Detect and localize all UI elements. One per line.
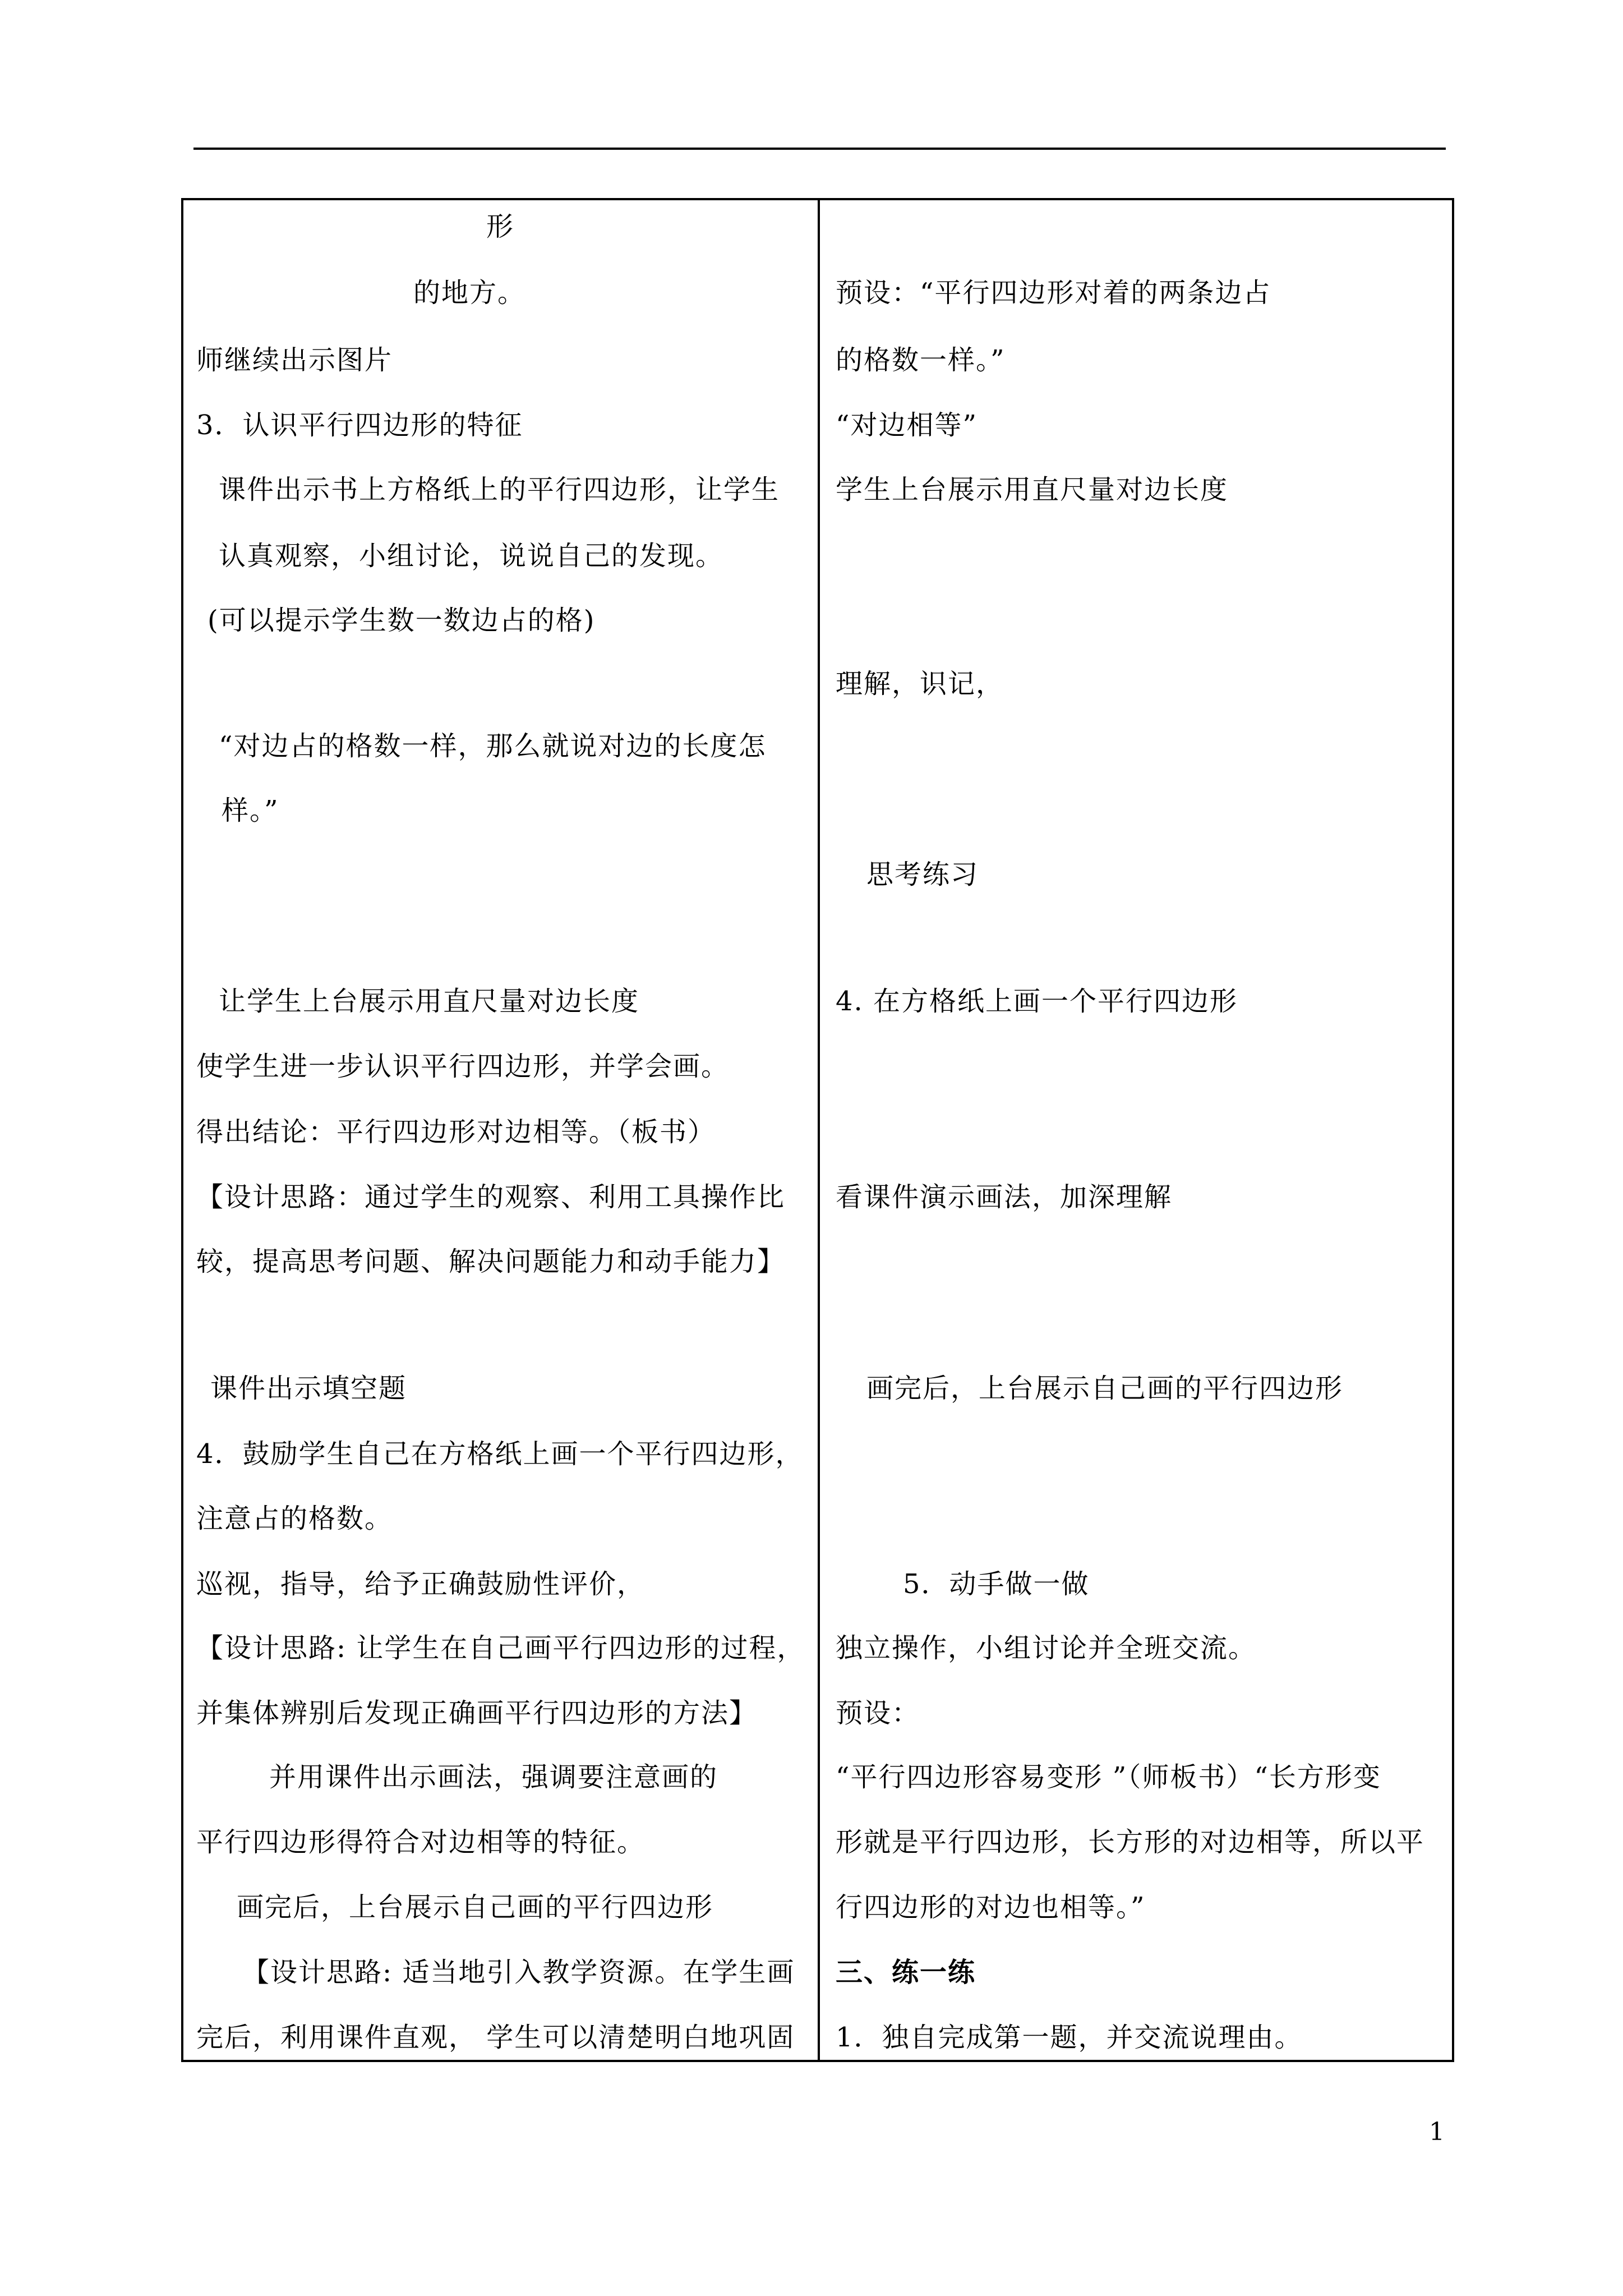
right-line: 形就是平行四边形，长方形的对边相等，所以平 — [836, 1826, 1425, 1858]
right-line: “对边相等” — [836, 409, 978, 441]
right-line: 5．动手做一做 — [903, 1568, 1090, 1600]
right-line: 看课件演示画法，加深理解 — [836, 1181, 1173, 1213]
right-line: 4. 在方格纸上画一个平行四边形 — [836, 986, 1238, 1017]
right-line: 预设：“平行四边形对着的两条边占 — [836, 277, 1271, 309]
right-line: 思考练习 — [866, 859, 979, 890]
left-line: 3．认识平行四边形的特征 — [196, 409, 523, 441]
right-line: “平行四边形容易变形 ”（师板书）“长方形变 — [836, 1761, 1381, 1793]
left-line: 4．鼓励学生自己在方格纸上画一个平行四边形， — [196, 1438, 804, 1470]
page-number: 1 — [1429, 2118, 1445, 2146]
left-line: 认真观察，小组讨论，说说自己的发现。 — [219, 540, 724, 572]
left-line: 画完后，上台展示自己画的平行四边形 — [237, 1892, 714, 1923]
left-line: 【设计思路：通过学生的观察、利用工具操作比 — [196, 1181, 786, 1213]
right-line: 行四边形的对边也相等。” — [836, 1892, 1146, 1923]
left-line: 形 — [486, 211, 515, 242]
right-line: 预设： — [836, 1697, 920, 1729]
left-line: 完后，利用课件直观， 学生可以清楚明白地巩固 — [196, 2022, 795, 2053]
left-line: 使学生进一步认识平行四边形，并学会画。 — [196, 1051, 730, 1082]
left-line: 课件出示书上方格纸上的平行四边形，让学生 — [219, 474, 780, 505]
column-divider — [818, 198, 820, 2062]
right-line: 1．独自完成第一题，并交流说理由。 — [836, 2022, 1303, 2053]
left-line: 平行四边形得符合对边相等的特征。 — [196, 1826, 645, 1858]
left-line: 【设计思路: 适当地引入教学资源。在学生画 — [242, 1957, 795, 1988]
section-heading: 三、练一练 — [836, 1957, 976, 1988]
left-line: 并集体辨别后发现正确画平行四边形的方法】 — [196, 1697, 758, 1729]
left-line: 样。” — [222, 795, 279, 826]
left-line: 课件出示填空题 — [210, 1373, 407, 1404]
header-rule — [193, 148, 1446, 150]
left-line: (可以提示学生数一数边占的格) — [208, 605, 596, 636]
left-line: 【设计思路: 让学生在自己画平行四边形的过程， — [196, 1632, 805, 1664]
left-line: 较，提高思考问题、解决问题能力和动手能力】 — [196, 1246, 786, 1277]
right-line: 独立操作，小组讨论并全班交流。 — [836, 1632, 1257, 1664]
left-line: “对边占的格数一样，那么就说对边的长度怎 — [219, 730, 767, 762]
left-line: 并用课件出示画法，强调要注意画的 — [269, 1761, 718, 1793]
left-line: 师继续出示图片 — [196, 344, 393, 376]
left-line: 的地方。 — [413, 277, 526, 309]
right-line: 理解，识记， — [836, 668, 1004, 700]
left-line: 得出结论：平行四边形对边相等。（板书） — [196, 1116, 716, 1148]
left-line: 注意占的格数。 — [196, 1503, 393, 1534]
left-line: 让学生上台展示用直尺量对边长度 — [219, 986, 640, 1017]
right-line: 学生上台展示用直尺量对边长度 — [836, 474, 1229, 505]
right-line: 画完后，上台展示自己画的平行四边形 — [866, 1373, 1344, 1404]
right-line: 的格数一样。” — [836, 344, 1006, 376]
left-line: 巡视，指导，给予正确鼓励性评价， — [196, 1568, 645, 1600]
